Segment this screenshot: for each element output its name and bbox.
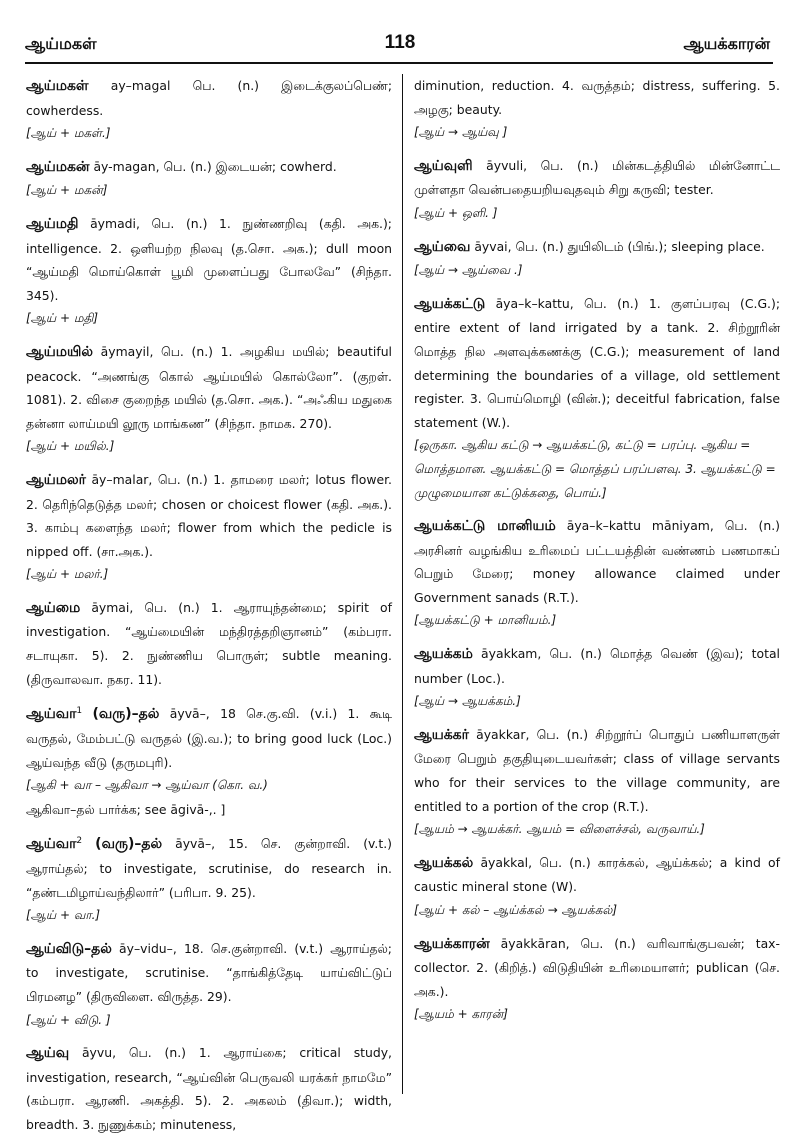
entry-headword: ஆயக்கல் [414, 854, 474, 871]
entry-headword: ஆய்வா [26, 836, 77, 853]
column-divider [402, 74, 403, 1094]
entry-cross-reference: ஆகிவா–தல் பார்க்க; see āgivā-,. ] [26, 801, 226, 817]
entry-etymology: [ஆய் + மகன்] [26, 183, 108, 198]
entry-definition: āyvai, பெ. (n.) துயிலிடம் (பிங்.); sleeping place. [474, 238, 765, 254]
entry-headword: ஆய்வை [414, 238, 471, 255]
entry-etymology: [ஆய் → ஆய்வை .] [414, 263, 523, 278]
dictionary-entry [26, 468, 392, 587]
entry-body [26, 596, 392, 691]
entry-etymology: [ஒருகா. ஆகிய கட்டு → ஆயக்கட்டு, கட்டு = பரப்பு. ஆகிய = மொத்தமான. ஆயக்கட்டு = மொத்தப் பரப்பளவு. 3. ஆயக்கட்டு = முழுமையான கட்டுக்கதை, பொய்.] [414, 438, 776, 500]
homonym-number: 1 [76, 706, 83, 717]
entry-etymology: [ஆய் → ஆயக்கம்.] [414, 694, 521, 709]
dictionary-entry [26, 830, 392, 928]
entry-body [26, 340, 392, 435]
entry-body [26, 1041, 392, 1136]
entry-body [414, 235, 780, 260]
dictionary-entry [26, 700, 392, 821]
entry-definition: āy–vidu–, 18. செ.குன்றாவி. (v.t.) ஆராய்தல்; to investigate, scrutinise. “தாங்கித்தேடி யாய்விட்டுப் பிரமனழ” (திருவிளை. விருத்த. 29). [26, 940, 392, 1005]
entry-body [414, 723, 780, 818]
entry-body [414, 932, 780, 1004]
entry-headword: ஆய்மலர் [26, 471, 86, 488]
entry-headword: ஆய்வு [26, 1045, 70, 1062]
dictionary-entry [414, 514, 780, 633]
entry-etymology: [ஆய் → ஆய்வு ] [414, 125, 508, 140]
entry-body [26, 468, 392, 563]
dictionary-entry [26, 340, 392, 459]
entry-headword: ஆய்மை [26, 599, 81, 616]
homonym-number: 2 [76, 836, 83, 847]
entry-headword: ஆய்விடு–தல் [26, 940, 112, 957]
dictionary-entry [414, 154, 780, 226]
entry-definition: āyvā–, 15. செ. குன்றாவி. (v.t.) ஆராய்தல்; to investigate, scrutinise, do research in. “தண்டமிழாய்வந்திலார்” (பரிபா. 9. 25). [26, 836, 392, 900]
entry-definition: ay–magal பெ. (n.) இடைக்குலப்பெண்; cowherdess. [26, 78, 392, 118]
dictionary-entry [414, 932, 780, 1027]
entry-headword: ஆயக்கர் [414, 726, 469, 743]
entry-etymology: [ஆய் + மலர்.] [26, 567, 109, 582]
entry-body [26, 937, 392, 1009]
dictionary-entry [26, 74, 392, 146]
entry-etymology: [ஆய் + மயில்.] [26, 439, 115, 454]
entry-body [414, 642, 780, 690]
entry-definition: āy-magan, பெ. (n.) இடையன்; cowherd. [93, 158, 337, 174]
entry-definition: āyvuli, பெ. (n.) மின்கடத்தியில் மின்னோட்ட முள்ளதா வென்பதையறியவுதவும் சிறு கருவி; tester. [414, 157, 780, 198]
dictionary-entry [26, 937, 392, 1032]
dictionary-entry [26, 596, 392, 691]
entry-headword: ஆய்மகள் [26, 78, 89, 94]
entry-body [26, 212, 392, 307]
entry-headword: ஆய்மயில் [26, 343, 93, 360]
entry-body [414, 154, 780, 202]
entry-definition: āymai, பெ. (n.) 1. ஆராயுந்தன்மை; spirit of investigation. “ஆய்மையின் மந்திரத்தறிஞானம்” (கம்பரா. சடாயுகா. 5). 2. நுண்ணிய பொருள்; subtle meaning. (திருவாலவா. நகர. 11). [26, 599, 392, 687]
entry-body [26, 155, 392, 180]
entry-headword: ஆயக்காரன் [414, 935, 490, 952]
entry-body [414, 851, 780, 899]
dictionary-entry [414, 642, 780, 714]
entry-body [26, 700, 392, 774]
entry-headword-suffix: (வரு)–தல் [92, 706, 160, 723]
entry-etymology: [ஆகி + வா – ஆகிவா → ஆய்வா (கொ. வ.) [26, 778, 268, 793]
header-right-guideword: ஆயக்காரன் [683, 34, 770, 53]
dictionary-entry [26, 155, 392, 203]
entry-definition: āyakkar, பெ. (n.) சிற்றூர்ப் பொதுப் பணியாளருள் மேரை பெறும் தகுதியுடையவர்கள்; class of village servants who for their services to the village community, are entitled to a portion of the crop (R.T.). [414, 726, 780, 814]
entry-etymology: [ஆய் + கல் – ஆய்க்கல் → ஆயக்கல்] [414, 903, 618, 917]
entry-body [414, 514, 780, 609]
page-header [0, 34, 800, 60]
entry-etymology: [ஆயக்கட்டு + மானியம்.] [414, 613, 557, 628]
entry-definition: āya–k–kattu māniyam, பெ. (n.) அரசினர் வழங்கிய உரிமைப் பட்டயத்தின் வண்ணம் பணமாகப் பெறும் மேரை; money allowance claimed under Government sanads (R.T.). [414, 518, 780, 605]
entry-body [414, 74, 780, 121]
entry-headword: ஆயக்கட்டு [414, 295, 486, 312]
entry-body [26, 830, 392, 904]
entry-definition: āyakkam, பெ. (n.) மொத்த வெண் (இவ); total number (Loc.). [414, 646, 780, 686]
entry-definition: āya–k–kattu, பெ. (n.) 1. குளப்பரவு (C.G.); entire extent of land irrigated by a tank. 2. சிற்றூரின் மொத்த நில அளவுக்கணக்கு (C.G.); measurement of land determining the boundaries of a village, old settlement register. 3. பொய்மொழி (வின்.); deceitful fabrication, false statement (W.). [414, 295, 780, 430]
entry-body [414, 292, 780, 435]
entry-headword: ஆய்மகன் [26, 158, 90, 175]
entry-headword: ஆய்வுளி [414, 157, 473, 174]
entry-definition: āyakkal, பெ. (n.) காரக்கல், ஆய்க்கல்; a kind of caustic mineral stone (W). [414, 854, 780, 895]
entry-definition: diminution, reduction. 4. வருத்தம்; distress, suffering. 5. அழகு; beauty. [414, 78, 780, 117]
entry-definition: āyvu, பெ. (n.) 1. ஆராய்கை; critical study, investigation, research, “ஆய்வின் பெருவலி யரக்கர் நாமமே” (கம்பரா. ஆரணி. அகத்தி. 5). 2. அகலம் (திவா.); width, breadth. 3. நுணுக்கம்; minuteness, [26, 1045, 392, 1132]
entry-headword: ஆய்வா [26, 706, 77, 723]
header-left-guideword: ஆய்மகள் [25, 34, 97, 53]
entry-headword: ஆயக்கம் [414, 646, 473, 663]
dictionary-entry [414, 74, 780, 145]
entry-etymology: [ஆய் + விடு. ] [26, 1012, 111, 1027]
entry-body [26, 74, 392, 122]
right-column [414, 74, 780, 1036]
entry-definition: āyvā–, 18 செ.கு.வி. (v.i.) 1. கூடி வருதல், மேம்பட்டு வருதல் (இ.வ.); to bring good luck (Loc.) ஆய்வந்த வீடு (தருமபுரி). [26, 706, 392, 770]
dictionary-entry [414, 235, 780, 283]
left-column [26, 74, 392, 1146]
entry-definition: āy–malar, பெ. (n.) 1. தாமரை மலர்; lotus flower. 2. தெரிந்தெடுத்த மலர்; chosen or choicest flower (கதி. அக.). 3. காம்பு களைந்த மலர்; flower from which the pedicle is nipped off. (சா.அக.). [26, 471, 392, 559]
entry-definition: āymadi, பெ. (n.) 1. நுண்ணறிவு (கதி. அக.); intelligence. 2. ஒளியற்ற நிலவு (த.சொ. அக.); dull moon “ஆய்மதி மொய்கொள் பூமி முளைப்பது போலவே” (சிந்தா. 345). [26, 215, 392, 303]
dictionary-entry [414, 723, 780, 842]
entry-headword-suffix: (வரு)–தல் [95, 836, 163, 853]
entry-etymology: [ஆயம் → ஆயக்கர். ஆயம் = விளைச்சல், வருவாய்.] [414, 822, 705, 837]
entry-etymology: [ஆய் + ஒளி. ] [414, 205, 498, 220]
header-rule [25, 62, 773, 64]
dictionary-entry [26, 212, 392, 331]
dictionary-entry [26, 1041, 392, 1136]
entry-definition: āyakkāran, பெ. (n.) வரிவாங்குபவன்; tax-collector. 2. (கிறித்.) விடுதியின் உரிமையாளர்; publican (செ. அக.). [414, 935, 780, 999]
entry-definition: āymayil, பெ. (n.) 1. அழகிய மயில்; beautiful peacock. “அணங்கு கொல் ஆய்மயில் கொல்லோ”. (குறள். 1081). 2. விசை குறைந்த மயில் (த.சொ. அக.). “அஃகிய மதுகை தன்னா லாய்மயி லூரு மாங்கண” (சிந்தா. நாமக. 270). [26, 343, 392, 431]
entry-headword: ஆய்மதி [26, 215, 79, 232]
entry-etymology: [ஆய் + மகள்.] [26, 126, 111, 141]
entry-etymology: [ஆயம் + காரன்] [414, 1007, 508, 1022]
dictionary-entry [414, 851, 780, 923]
page-number: 118 [384, 32, 416, 53]
dictionary-entry [414, 292, 780, 505]
entry-etymology: [ஆய் + வா.] [26, 908, 101, 923]
entry-headword: ஆயக்கட்டு மானியம் [414, 518, 556, 535]
entry-etymology: [ஆய் + மதி] [26, 311, 98, 326]
